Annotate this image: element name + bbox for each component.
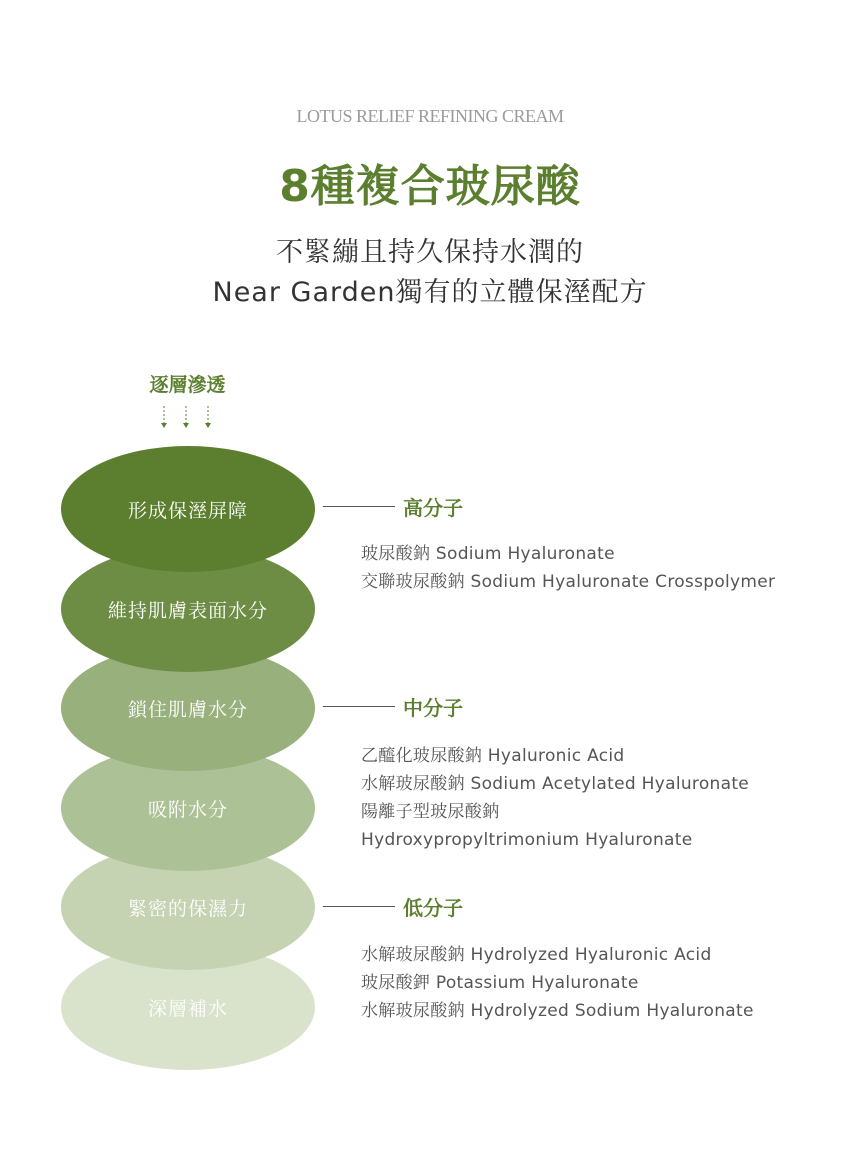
ingredient-item: 交聯玻尿酸鈉 Sodium Hyaluronate Crosspolymer bbox=[361, 572, 776, 592]
ingredient-item: 玻尿酸鈉 Sodium Hyaluronate bbox=[361, 544, 615, 564]
level-title-mid: 中分子 bbox=[403, 696, 463, 720]
subtitle-line-1: 不緊繃且持久保持水潤的 bbox=[276, 237, 584, 268]
ingredients-mid bbox=[361, 742, 749, 854]
connector-line-mid bbox=[323, 706, 395, 707]
ingredient-item: 玻尿酸鉀 Potassium Hyaluronate bbox=[361, 973, 639, 993]
ingredient-item: 水解玻尿酸鈉 Hydrolyzed Sodium Hyaluronate bbox=[361, 1001, 754, 1021]
connector-line-high bbox=[323, 506, 395, 507]
ingredient-item: 乙醯化玻尿酸鈉 Hyaluronic Acid bbox=[361, 746, 625, 766]
connector-line-low bbox=[323, 906, 395, 907]
product-eyebrow: LOTUS RELIEF REFINING CREAM bbox=[296, 106, 564, 126]
layer-label: 形成保溼屏障 bbox=[127, 499, 248, 522]
layer-label: 吸附水分 bbox=[147, 798, 228, 821]
layer-barrier bbox=[61, 446, 315, 572]
ingredients-high bbox=[361, 540, 775, 596]
ingredient-item: 陽離子型玻尿酸鈉 bbox=[361, 802, 500, 822]
ingredient-item: 水解玻尿酸鈉 Hydrolyzed Hyaluronic Acid bbox=[361, 945, 712, 965]
layer-label: 緊密的保濕力 bbox=[127, 897, 248, 920]
layer-label: 深層補水 bbox=[147, 997, 228, 1020]
level-title-high: 高分子 bbox=[403, 496, 463, 520]
subtitle-line-2: Near Garden獨有的立體保溼配方 bbox=[212, 277, 648, 308]
layer-label: 鎖住肌膚水分 bbox=[127, 698, 248, 721]
penetration-label: 逐層滲透 bbox=[149, 374, 226, 396]
page-title: 8種複合玻尿酸 bbox=[279, 161, 581, 212]
ingredients-low bbox=[361, 941, 754, 1025]
layer-label: 維持肌膚表面水分 bbox=[107, 599, 268, 622]
down-arrows-icon bbox=[150, 404, 225, 430]
ingredient-item: Hydroxypropyltrimonium Hyaluronate bbox=[361, 830, 693, 850]
level-title-low: 低分子 bbox=[403, 896, 463, 920]
ingredient-item: 水解玻尿酸鈉 Sodium Acetylated Hyaluronate bbox=[361, 774, 750, 794]
